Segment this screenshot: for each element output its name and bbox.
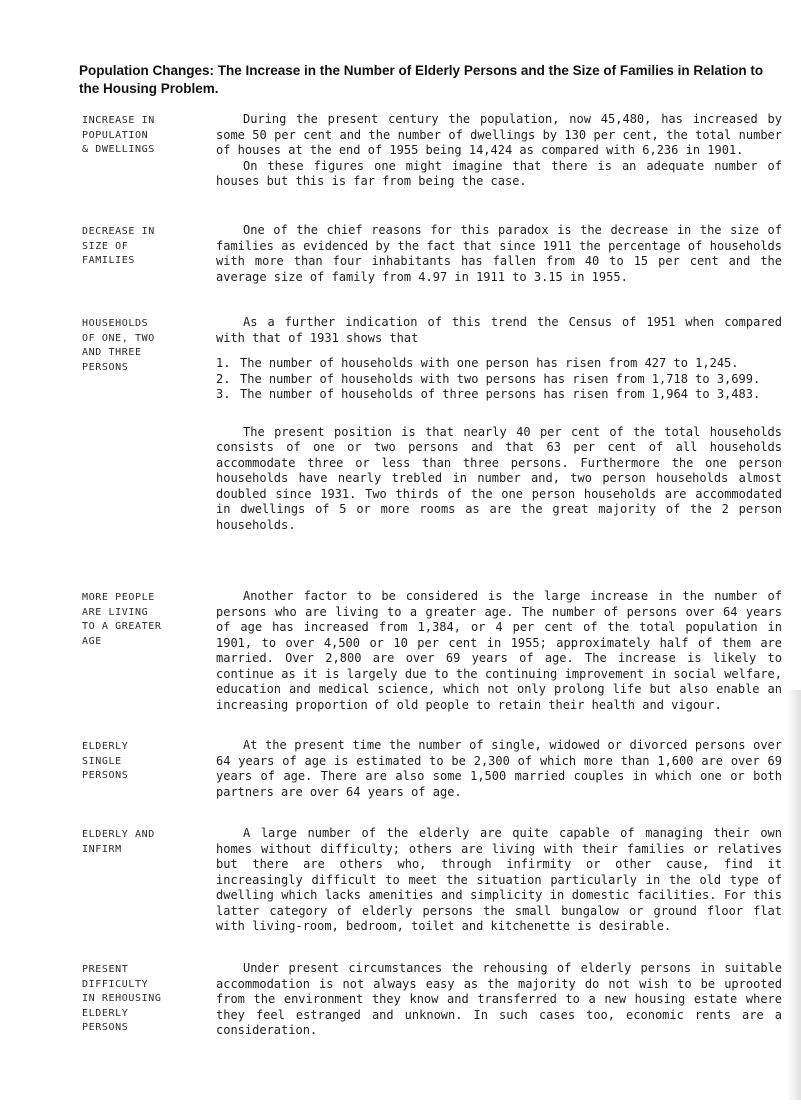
- section-body: [216, 223, 782, 285]
- list-number: 2.: [216, 371, 231, 386]
- household-list: [216, 356, 782, 403]
- section-body: [216, 589, 782, 713]
- paragraph: During the present century the population, now 45,480, has increased by some 50 per cent and the number of dwellings by 130 per cent, the total number of houses at the end of 1955 being 14,424 as compared with 6,236 in 1901.: [216, 112, 782, 157]
- paragraph: The present position is that nearly 40 per cent of the total households consists of one or two persons and that 63 per cent of all households accommodate three or less than three persons. Furthermore the one person households have nearly trebled in number and, two person households almost doubled since 1931. Two thirds of the one person households are accommodated in dwellings of 5 or more rooms as are the great majority of the 2 person households.: [216, 424, 782, 532]
- paragraph: A large number of the elderly are quite capable of managing their own homes without difficulty; others are living with their families or relatives but there are others who, through infirmity or other cause, find it increasingly difficult to meet the situation particularly in the old type of dwelling which lacks amenities and simplicity in domestic facilities. For this latter category of elderly persons the small bungalow or ground floor flat with living-room, bedroom, toilet and kitchenette is desirable.: [216, 826, 782, 933]
- paragraph: Under present circumstances the rehousing of elderly persons in suitable accommodation is not always easy as the majority do not wish to be uprooted from the environment they know and transferred to a new housing estate where they feel estranged and unknown. In such cases too, economic rents are a consideration.: [216, 961, 782, 1037]
- list-number: 1.: [216, 356, 231, 370]
- section-body: [216, 738, 782, 800]
- margin-heading: PRESENT DIFFICULTY IN REHOUSING ELDERLY PERSONS: [82, 964, 162, 1033]
- section-body: [216, 315, 782, 533]
- scan-edge-shadow: [787, 690, 801, 1100]
- paragraph: On these figures one might imagine that there is an adequate number of houses but this is far from being the case.: [216, 158, 782, 188]
- paragraph: One of the chief reasons for this paradox is the decrease in the size of families as evidenced by the fact that since 1911 the percentage of households with more than four inhabitants has fallen from 40 to 15 per cent and the average size of family from 4.97 in 1911 to 3.15 in 1955.: [216, 223, 782, 284]
- list-item: [216, 356, 782, 372]
- list-text: The number of households of three persons has risen from 1,964 to 3,483.: [240, 387, 761, 401]
- section-body: [216, 826, 782, 935]
- margin-heading: HOUSEHOLDS OF ONE, TWO AND THREE PERSONS: [82, 318, 155, 373]
- list-item: [216, 372, 782, 388]
- paragraph: At the present time the number of single, widowed or divorced persons over 64 years of age is estimated to be 2,300 of which more than 1,600 are over 69 years of age. There are also some 1,500 married couples in which one or both partners are over 64 years of age.: [216, 738, 782, 799]
- document-title: Population Changes: The Increase in the Number of Elderly Persons and the Size of Families in Relation to the Housing Problem.: [79, 63, 764, 96]
- list-item: [216, 387, 782, 403]
- margin-heading: MORE PEOPLE ARE LIVING TO A GREATER AGE: [82, 592, 162, 647]
- paragraph: Another factor to be considered is the large increase in the number of persons who are living to a greater age. The number of persons over 64 years of age has increased from 1,384, or 4 per cent of the total population in 1901, to over 4,500 or 10 per cent in 1955; approximately half of them are married. Over 2,800 are over 69 years of age. The increase is likely to continue as it is largely due to the continuing improvement in social welfare, education and medical science, which not only prolong life but also enable an increasing proportion of old people to retain their health and vigour.: [216, 589, 782, 712]
- section-body: [216, 112, 782, 190]
- margin-heading: INCREASE IN POPULATION & DWELLINGS: [82, 115, 155, 155]
- margin-heading: ELDERLY SINGLE PERSONS: [82, 741, 129, 781]
- margin-heading: DECREASE IN SIZE OF FAMILIES: [82, 226, 155, 266]
- section-body: [216, 961, 782, 1039]
- list-text: The number of households with two persons has risen from 1,718 to 3,699.: [240, 371, 761, 386]
- paragraph: As a further indication of this trend the Census of 1951 when compared with that of 1931 shows that: [216, 315, 782, 345]
- list-number: 3.: [216, 387, 231, 401]
- margin-heading: ELDERLY AND INFIRM: [82, 829, 155, 855]
- list-text: The number of households with one person has risen from 427 to 1,245.: [240, 356, 739, 370]
